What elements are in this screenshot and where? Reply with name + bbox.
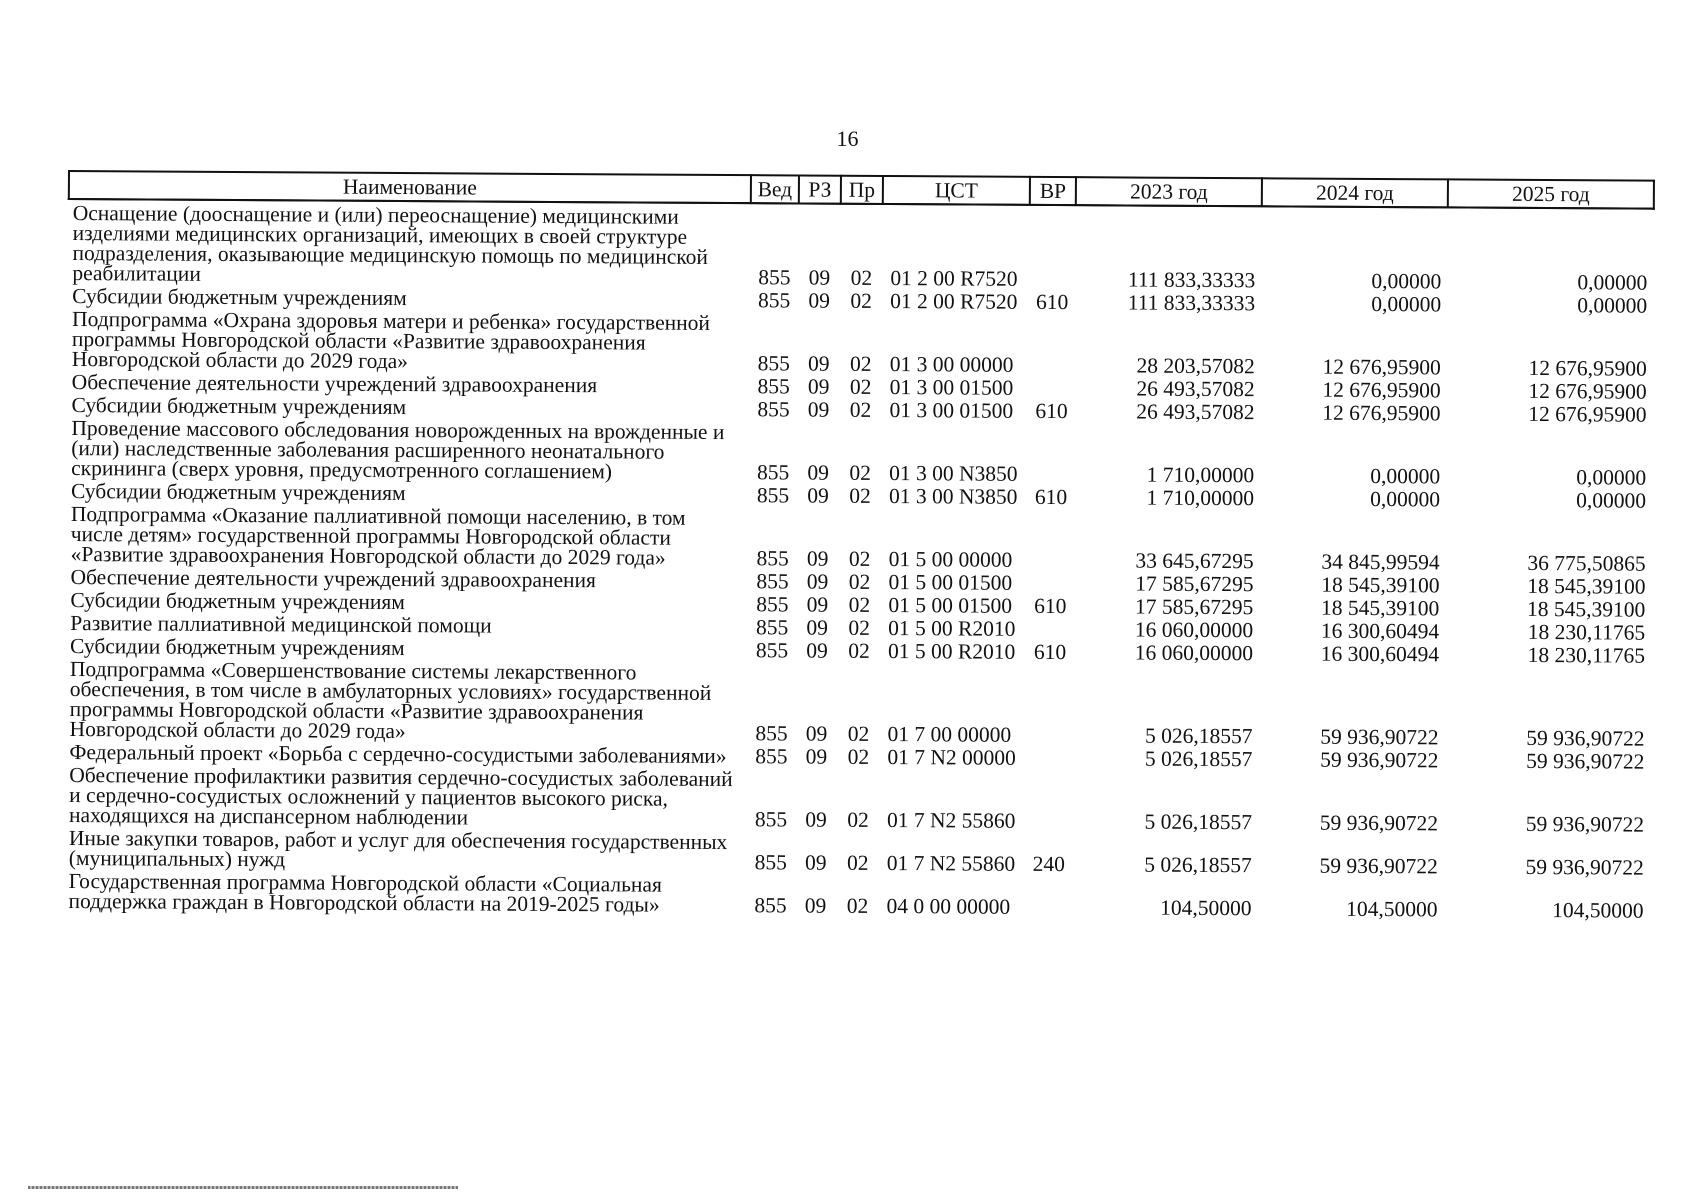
row-pr: 02 [849,483,871,508]
table-row [66,656,1651,749]
row-rz: 09 [804,893,827,918]
row-pr: 02 [850,288,873,313]
row-ved: 855 [756,483,790,508]
header-2025: 2025 год [1448,179,1654,208]
row-rz: 09 [805,744,828,769]
row-amount-2024: 59 936,90722 [1319,853,1438,879]
row-pr: 02 [849,460,871,485]
row-name: Обеспечение деятельности учреждений здравоохранения [70,565,597,593]
row-vr: 610 [1035,398,1068,424]
row-rz: 09 [806,569,829,594]
row-ved: 855 [757,351,791,376]
row-ved: 855 [755,638,789,663]
row-vr [1027,616,1073,639]
row-rz: 09 [806,546,829,571]
row-pr: 02 [850,351,872,376]
row-vr: 610 [1034,593,1067,619]
row-amount-2025: 0,00000 [1576,488,1647,513]
row-name: Субсидии бюджетным учреждениям [72,284,407,311]
row-cst: 04 0 00 00000 [886,894,1011,919]
row-vr [1027,570,1073,593]
row-amount-2025: 0,00000 [1577,293,1648,318]
header-rz: РЗ [799,175,841,203]
row-name: Обеспечение профилактики развития сердечно-сосудистых заболеваний и сердечно-сосудистых осложнений у пациентов высокого риска, находящихся на диспансерном наблюдении [68,763,733,830]
row-rz: 09 [808,265,831,290]
row-rz: 09 [807,460,829,485]
row-vr [1028,421,1074,484]
row-pr: 02 [847,744,870,769]
row-amount-2025: 18 230,11765 [1527,642,1646,668]
row-amount-2024: 12 676,95900 [1322,400,1441,426]
row-amount-2023: 1 710,00000 [1146,485,1255,511]
row-amount-2025: 104,50000 [1552,898,1644,923]
row-amount-2025: 18 545,39100 [1527,573,1646,599]
row-amount-2023: 17 585,67295 [1135,571,1254,597]
row-amount-2023: 5 026,18557 [1144,723,1253,749]
header-vr: ВР [1030,177,1076,205]
row-vr [1025,874,1071,917]
row-name: Федеральный проект «Борьба с сердечно-сосудистыми заболеваниями» [69,740,727,769]
row-amount-2023: 1 710,00000 [1146,462,1255,488]
row-ved: 855 [754,893,787,918]
row-name: Оснащение (дооснащение и (или) переоснащение) медицинскими изделиями медицинских организаций, имеющих в своей структуре подразделения, оказывающие медицинскую помощь по медицинской реабилитации [72,201,708,286]
row-name: Подпрограмма «Охрана здоровья матери и ребенка» государственной программы Новгородской области «Развитие здравоохранения Новгородской области до 2029 года» [71,307,711,374]
row-amount-2024: 59 936,90722 [1319,810,1439,836]
row-pr: 02 [848,638,870,663]
row-rz: 09 [807,374,830,399]
row-amount-2024: 0,00000 [1371,268,1442,294]
row-ved: 855 [756,546,789,571]
row-amount-2025: 59 936,90722 [1526,748,1645,774]
row-amount-2024: 18 545,39100 [1321,595,1440,621]
row-pr: 02 [848,615,871,640]
table-row [67,415,1652,488]
header-name: Наименование [69,171,751,203]
row-cst: 01 5 00 R2010 [888,639,1016,664]
row-ved: 855 [758,265,791,290]
row-amount-2023: 16 060,00000 [1134,640,1254,666]
row-cst: 01 5 00 R2010 [888,616,1016,641]
row-amount-2024: 0,00000 [1371,291,1442,317]
row-name: Субсидии бюджетным учреждениям [70,588,406,615]
row-name: Субсидии бюджетным учреждениям [71,393,407,420]
row-vr [1029,312,1075,375]
row-pr: 02 [848,592,871,617]
row-pr: 02 [847,807,869,832]
row-ved: 855 [756,615,789,640]
row-amount-2023: 17 585,67295 [1135,594,1254,620]
row-pr: 02 [846,850,869,875]
row-cst: 01 3 00 01500 [889,398,1014,423]
row-name: Подпрограмма «Оказание паллиативной помощи населению, в том числе детям» государственной программы Новгородской области «Развитие здравоохранения Новгородской области до 2029 года» [70,502,686,570]
row-cst: 01 3 00 N3850 [888,484,1018,509]
row-amount-2023: 5 026,18557 [1144,852,1252,878]
row-cst: 01 7 N2 55860 [886,808,1016,833]
row-amount-2023: 26 493,57082 [1136,399,1255,425]
row-amount-2025: 36 775,50865 [1527,550,1646,576]
row-vr: 610 [1033,639,1067,665]
row-amount-2023: 16 060,00000 [1134,617,1254,643]
row-name: Развитие паллиативной медицинской помощи [70,611,492,638]
table-row [68,199,1653,293]
row-amount-2025: 12 676,95900 [1528,378,1647,404]
row-name: Иные закупки товаров, работ и услуг для обеспечения государственных (муниципальных) нужд [68,826,728,872]
row-amount-2025: 18 230,11765 [1527,619,1646,645]
row-amount-2024: 12 676,95900 [1322,377,1441,403]
row-ved: 855 [755,744,788,769]
row-rz: 09 [806,615,829,640]
row-cst: 01 3 00 N3850 [889,461,1018,486]
row-cst: 01 7 N2 55860 [886,851,1016,876]
row-amount-2025: 12 676,95900 [1528,401,1647,427]
row-amount-2025: 59 936,90722 [1526,725,1645,751]
row-ved: 855 [754,850,787,875]
row-name: Субсидии бюджетным учреждениям [70,479,406,506]
row-rz: 09 [807,397,830,422]
header-2023: 2023 год [1076,177,1262,206]
row-cst: 01 5 00 00000 [888,547,1013,572]
row-amount-2024: 59 936,90722 [1320,747,1439,773]
row-ved: 855 [756,569,789,594]
row-ved: 855 [754,807,788,832]
row-name: Субсидии бюджетным учреждениям [70,634,405,661]
row-amount-2025: 59 936,90722 [1525,854,1644,880]
table-body [64,199,1653,921]
row-ved: 855 [756,460,790,485]
row-amount-2024: 59 936,90722 [1320,724,1439,750]
row-name: Подпрограмма «Совершенствование системы лекарственного обеспечения, в том числе в амбулаторных условиях» государственной программы Новгородской области «Развитие здравоохранения Новгородской области до 2029 года» [69,657,712,744]
row-cst: 01 3 00 01500 [889,375,1014,400]
row-rz: 09 [807,483,829,508]
row-ved: 855 [757,397,790,422]
row-amount-2024: 34 845,99594 [1321,549,1440,575]
row-amount-2025: 0,00000 [1577,270,1648,295]
header-2024: 2024 год [1262,178,1448,207]
row-vr: 240 [1032,851,1065,877]
row-amount-2024: 0,00000 [1370,486,1441,512]
table-row [67,501,1652,574]
row-amount-2024: 104,50000 [1346,896,1438,922]
row-vr [1027,662,1074,745]
row-amount-2025: 0,00000 [1576,465,1647,490]
row-pr: 02 [849,374,872,399]
row-pr: 02 [847,721,870,746]
row-amount-2023: 26 493,57082 [1136,376,1255,402]
budget-table [63,170,1654,921]
row-rz: 09 [806,592,829,617]
row-rz: 09 [805,807,827,832]
row-amount-2024: 12 676,95900 [1322,354,1441,380]
row-pr: 02 [846,893,869,918]
row-amount-2023: 5 026,18557 [1144,746,1253,772]
row-vr [1029,375,1075,398]
row-vr: 610 [1036,289,1069,315]
table-row [65,762,1650,835]
row-amount-2023: 104,50000 [1160,895,1252,921]
row-pr: 02 [850,265,873,290]
row-vr [1026,745,1072,768]
row-amount-2023: 111 833,33333 [1127,267,1256,293]
page-number: 16 [836,126,859,151]
row-rz: 09 [806,638,828,663]
row-amount-2024: 0,00000 [1370,463,1441,489]
row-pr: 02 [849,397,872,422]
row-ved: 855 [756,592,789,617]
row-rz: 09 [808,351,830,376]
row-cst: 01 3 00 00000 [889,352,1014,377]
row-rz: 09 [805,721,828,746]
row-ved: 855 [755,721,788,746]
row-cst: 01 7 N2 00000 [887,745,1016,770]
row-rz: 09 [808,288,831,313]
row-vr [1029,205,1076,289]
row-amount-2024: 18 545,39100 [1321,572,1440,598]
row-pr: 02 [848,546,871,571]
row-cst: 01 5 00 01500 [888,593,1013,618]
row-name: Государственная программа Новгородской области «Социальная поддержка граждан в Новгородской области на 2019-2025 годы» [68,869,662,917]
header-cst: ЦСТ [883,176,1030,205]
row-name: Обеспечение деятельности учреждений здравоохранения [71,370,598,398]
row-ved: 855 [758,288,791,313]
row-amount-2025: 12 676,95900 [1528,355,1647,381]
row-name: Проведение массового обследования новорожденных на врожденные и (или) наследственные заболевания расширенного неонатального скрининга (сверх уровня, предусмотренного соглашением) [71,416,725,484]
row-cst: 01 2 00 R7520 [890,266,1018,291]
row-amount-2024: 16 300,60494 [1320,641,1440,667]
row-amount-2024: 16 300,60494 [1320,618,1440,644]
table-row [68,306,1653,379]
row-vr [1026,768,1072,831]
header-ved: Вед [751,175,799,203]
header-pr: Пр [841,176,883,204]
row-vr: 610 [1034,484,1068,510]
row-amount-2025: 18 545,39100 [1527,596,1646,622]
row-pr: 02 [848,569,871,594]
bottom-rule [28,1186,458,1189]
row-rz: 09 [804,850,827,875]
row-cst: 01 7 00 00000 [887,722,1012,747]
row-cst: 01 2 00 R7520 [890,289,1018,314]
row-cst: 01 5 00 01500 [888,570,1013,595]
row-ved: 855 [757,374,790,399]
row-amount-2023: 33 645,67295 [1135,548,1254,574]
row-amount-2023: 111 833,33333 [1127,290,1256,316]
row-amount-2023: 28 203,57082 [1136,353,1255,379]
row-amount-2025: 59 936,90722 [1525,811,1645,837]
row-vr [1028,507,1074,570]
row-amount-2023: 5 026,18557 [1144,809,1253,835]
